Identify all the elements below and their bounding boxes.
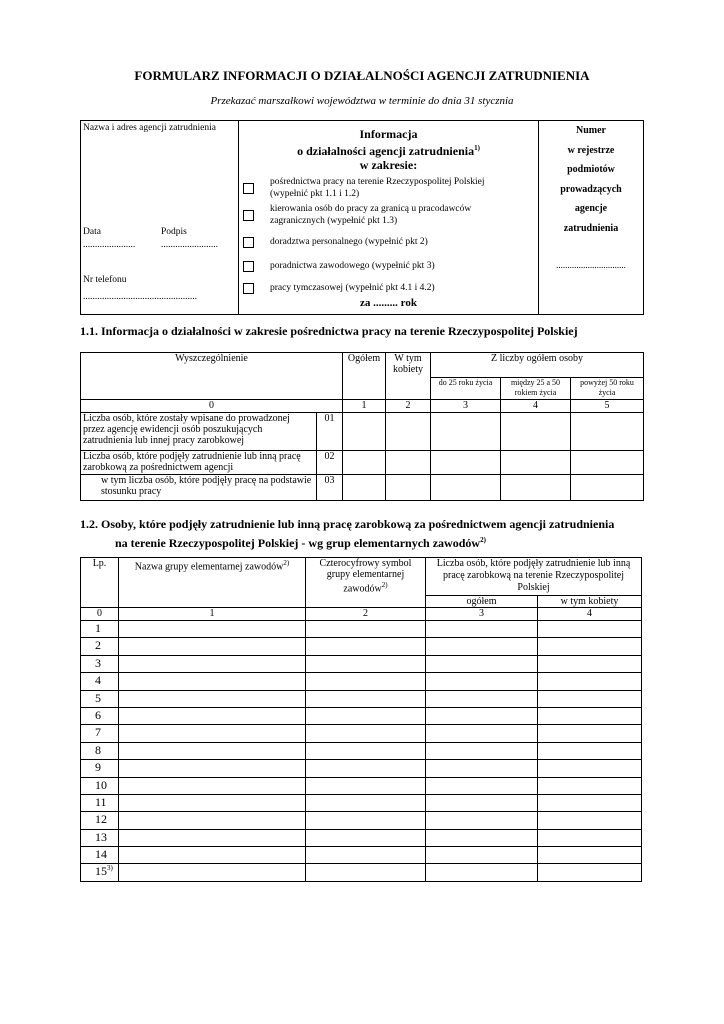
row-label: w tym liczba osób, które podjęły pracę na podstawie stosunku pracy	[81, 475, 317, 501]
input-cell[interactable]	[431, 475, 501, 501]
row-code: 02	[317, 451, 343, 475]
info-line2: o działalności agencji zatrudnienia	[297, 144, 475, 158]
info-line1: Informacja	[359, 127, 418, 141]
input-cell[interactable]	[343, 475, 386, 501]
phone-field[interactable]: ................................................	[83, 292, 197, 302]
col-number: 3	[426, 608, 538, 621]
input-cell[interactable]	[119, 777, 306, 794]
input-cell[interactable]	[538, 812, 642, 829]
input-cell[interactable]	[426, 673, 538, 690]
row-number: 6	[81, 707, 119, 724]
input-cell[interactable]	[538, 777, 642, 794]
header-symbol: Czterocyfrowy symbol grupy elementarnej zawodów	[319, 558, 412, 595]
input-cell[interactable]	[119, 725, 306, 742]
col-number: 4	[538, 608, 642, 621]
table-row	[81, 690, 642, 707]
input-cell[interactable]	[571, 475, 644, 501]
register-label: w rejestrze	[567, 144, 615, 156]
section-1-2-heading	[80, 516, 614, 551]
register-label: prowadzących	[560, 183, 622, 195]
info-line3: w zakresie:	[359, 158, 418, 172]
input-cell[interactable]	[306, 655, 426, 672]
col-number: 3	[431, 400, 501, 413]
header-age-25-50: między 25 a 50 rokiem życia	[501, 378, 571, 400]
row-number: 1	[81, 621, 119, 638]
table-row	[81, 829, 642, 846]
col-number: 2	[306, 608, 426, 621]
input-cell[interactable]	[306, 673, 426, 690]
input-cell[interactable]	[426, 655, 538, 672]
register-label: zatrudnienia	[563, 222, 619, 234]
table-row	[81, 777, 642, 794]
phone-label: Nr telefonu	[83, 275, 127, 285]
col-number: 2	[386, 400, 431, 413]
input-cell[interactable]	[426, 794, 538, 811]
register-number-field[interactable]: ...............................	[556, 260, 626, 270]
input-cell[interactable]	[426, 847, 538, 864]
input-cell[interactable]	[119, 638, 306, 655]
input-cell[interactable]	[538, 638, 642, 655]
row-number: 3	[81, 655, 119, 672]
col-number: 0	[81, 608, 119, 621]
row-number: 15$^{3)}$	[81, 864, 119, 881]
input-cell[interactable]	[306, 690, 426, 707]
row-code: 01	[317, 413, 343, 451]
header-women: w tym kobiety	[538, 596, 642, 608]
input-cell[interactable]	[306, 725, 426, 742]
input-cell[interactable]	[306, 742, 426, 759]
option-text: pracy tymczasowej (wypełnić pkt 4.1 i 4.2)	[270, 283, 435, 293]
input-cell[interactable]	[538, 707, 642, 724]
option-text: zagranicznych (wypełnić pkt 1.3)	[270, 216, 398, 226]
input-cell[interactable]	[426, 829, 538, 846]
row-code: 03	[317, 475, 343, 501]
input-cell[interactable]	[119, 673, 306, 690]
option-abroad[interactable]	[243, 200, 536, 230]
option-temporary-work[interactable]	[243, 278, 536, 298]
input-cell[interactable]	[538, 829, 642, 846]
header-spec: Wyszczególnienie	[81, 353, 343, 400]
input-cell[interactable]	[538, 621, 642, 638]
input-cell[interactable]	[119, 760, 306, 777]
input-cell[interactable]	[538, 864, 642, 881]
heading-line: na terenie Rzeczypospolitej Polskiej - wg grup elementarnych zawodów	[115, 536, 481, 550]
table-row	[81, 742, 642, 759]
input-cell[interactable]	[306, 812, 426, 829]
option-text: pośrednictwa pracy na terenie Rzeczypospolitej Polskiej	[270, 177, 485, 187]
option-mediation[interactable]	[243, 176, 536, 200]
input-cell[interactable]	[306, 829, 426, 846]
col-number: 4	[501, 400, 571, 413]
register-label: agencje	[574, 203, 608, 214]
row-number: 11	[81, 794, 119, 811]
input-cell[interactable]	[306, 707, 426, 724]
signature-label: Podpis	[161, 227, 187, 237]
input-cell[interactable]	[306, 638, 426, 655]
signature-field[interactable]: ........................	[161, 240, 218, 250]
col-number: 5	[571, 400, 644, 413]
header-count: Liczba osób, które podjęły zatrudnienie lub inną pracę zarobkową na terenie Rzeczypospolitej Polskiej	[426, 558, 642, 596]
option-text: poradnictwa zawodowego (wypełnić pkt 3)	[270, 261, 435, 271]
input-cell[interactable]	[343, 451, 386, 475]
input-cell[interactable]	[306, 794, 426, 811]
header-age-over-50: powyżej 50 roku życia	[571, 378, 644, 400]
table-row	[81, 864, 642, 881]
header-name: Nazwa grupy elementarnej zawodów	[134, 561, 284, 573]
input-cell[interactable]	[426, 707, 538, 724]
col-number: 1	[119, 608, 306, 621]
option-text: doradztwa personalnego (wypełnić pkt 2)	[270, 237, 428, 247]
table-1-2	[80, 557, 642, 882]
input-cell[interactable]	[538, 742, 642, 759]
checkbox[interactable]	[243, 283, 254, 294]
register-label: podmiotów	[567, 164, 615, 175]
table-row	[81, 760, 642, 777]
option-career-counseling[interactable]	[243, 254, 536, 278]
footnote-ref: 2)	[480, 536, 486, 544]
input-cell[interactable]	[538, 794, 642, 811]
checkbox[interactable]	[243, 210, 254, 221]
input-cell[interactable]	[431, 413, 501, 451]
table-row	[81, 475, 644, 501]
input-cell[interactable]	[501, 475, 571, 501]
input-cell[interactable]	[386, 413, 431, 451]
row-number: 9	[81, 760, 119, 777]
row-number: 10	[81, 777, 119, 794]
row-number: 2	[81, 638, 119, 655]
input-cell[interactable]	[538, 847, 642, 864]
register-cell	[539, 121, 644, 315]
input-cell[interactable]	[343, 413, 386, 451]
input-cell[interactable]	[538, 673, 642, 690]
header-women: W tym kobiety	[386, 353, 431, 400]
table-row	[81, 725, 642, 742]
input-cell[interactable]	[386, 475, 431, 501]
footnote-ref: 2)	[381, 581, 388, 589]
input-cell[interactable]	[306, 760, 426, 777]
header-total: Ogółem	[343, 353, 386, 400]
row-label: Liczba osób, które zostały wpisane do prowadzonej przez agencję ewidencji osób poszukujących zatrudnienia lub innej pracy zarobkowej	[81, 413, 317, 451]
section-1-1-heading: 1.1. Informacja o działalności w zakresie pośrednictwa pracy na terenie Rzeczypospolitej Polskiej	[80, 324, 578, 338]
checkbox[interactable]	[243, 237, 254, 248]
col-number: 1	[343, 400, 386, 413]
input-cell[interactable]	[426, 812, 538, 829]
input-cell[interactable]	[306, 864, 426, 881]
table-row	[81, 794, 642, 811]
table-row	[81, 413, 644, 451]
input-cell[interactable]	[538, 690, 642, 707]
info-cell	[239, 121, 539, 315]
header-age-under-25: do 25 roku życia	[431, 378, 501, 400]
row-number: 7	[81, 725, 119, 742]
table-row	[81, 707, 642, 724]
footnote-ref: 2)	[283, 559, 290, 567]
option-personnel-consulting[interactable]	[243, 230, 536, 254]
input-cell[interactable]	[426, 864, 538, 881]
row-number: 8	[81, 742, 119, 759]
header-box	[80, 120, 644, 315]
header-lp: Lp.	[81, 558, 119, 608]
input-cell[interactable]	[431, 451, 501, 475]
input-cell[interactable]	[119, 847, 306, 864]
checkbox[interactable]	[243, 183, 254, 194]
input-cell[interactable]	[426, 725, 538, 742]
header-group: Z liczby ogółem osoby	[431, 353, 644, 378]
option-text: (wypełnić pkt 1.1 i 1.2)	[270, 189, 360, 199]
input-cell[interactable]	[426, 621, 538, 638]
table-row	[81, 451, 644, 475]
table-1-1	[80, 352, 644, 501]
input-cell[interactable]	[501, 451, 571, 475]
table-row	[81, 638, 642, 655]
table-row	[81, 812, 642, 829]
heading-line: 1.2. Osoby, które podjęły zatrudnienie lub inną pracę zarobkową za pośrednictwem agencji zatrudnienia	[80, 517, 615, 531]
table-row	[81, 655, 642, 672]
input-cell[interactable]	[119, 829, 306, 846]
input-cell[interactable]	[426, 638, 538, 655]
input-cell[interactable]	[501, 413, 571, 451]
row-number: 13	[81, 829, 119, 846]
option-text: kierowania osób do pracy za granicą u pracodawców	[270, 204, 472, 214]
input-cell[interactable]	[538, 655, 642, 672]
input-cell[interactable]	[538, 760, 642, 777]
date-label: Data	[83, 227, 101, 237]
input-cell[interactable]	[426, 742, 538, 759]
input-cell[interactable]	[306, 621, 426, 638]
checkbox[interactable]	[243, 261, 254, 272]
input-cell[interactable]	[119, 742, 306, 759]
input-cell[interactable]	[119, 812, 306, 829]
input-cell[interactable]	[426, 760, 538, 777]
table-row	[81, 847, 642, 864]
form-subtitle: Przekazać marszałkowi województwa w terminie do dnia 31 stycznia	[210, 95, 514, 107]
col-number: 0	[81, 400, 343, 413]
input-cell[interactable]	[119, 864, 306, 881]
row-number: 5	[81, 690, 119, 707]
input-cell[interactable]	[119, 655, 306, 672]
input-cell[interactable]	[426, 690, 538, 707]
input-cell[interactable]	[571, 413, 644, 451]
agency-info-cell	[81, 121, 239, 315]
table-row	[81, 621, 642, 638]
table-row	[81, 673, 642, 690]
row-number: 12	[81, 812, 119, 829]
input-cell[interactable]	[538, 725, 642, 742]
row-label: Liczba osób, które podjęły zatrudnienie lub inną pracę zarobkową za pośrednictwem agencji	[81, 451, 317, 475]
footnote-ref: 1)	[474, 144, 480, 152]
row-number: 4	[81, 673, 119, 690]
agency-name-label: Nazwa i adres agencji zatrudnienia	[83, 123, 216, 133]
input-cell[interactable]	[386, 451, 431, 475]
input-cell[interactable]	[119, 621, 306, 638]
input-cell[interactable]	[426, 777, 538, 794]
input-cell[interactable]	[119, 794, 306, 811]
form-title: FORMULARZ INFORMACJI O DZIAŁALNOŚCI AGENCJI ZATRUDNIENIA	[134, 68, 590, 83]
input-cell[interactable]	[571, 451, 644, 475]
input-cell[interactable]	[119, 707, 306, 724]
footnote-ref: 3)	[107, 864, 113, 873]
year-field[interactable]: za ......... rok	[360, 297, 417, 309]
date-field[interactable]: ......................	[83, 240, 136, 250]
input-cell[interactable]	[306, 777, 426, 794]
row-number: 14	[81, 847, 119, 864]
input-cell[interactable]	[306, 847, 426, 864]
input-cell[interactable]	[119, 690, 306, 707]
header-total: ogółem	[426, 596, 538, 608]
register-label: Numer	[576, 125, 606, 136]
